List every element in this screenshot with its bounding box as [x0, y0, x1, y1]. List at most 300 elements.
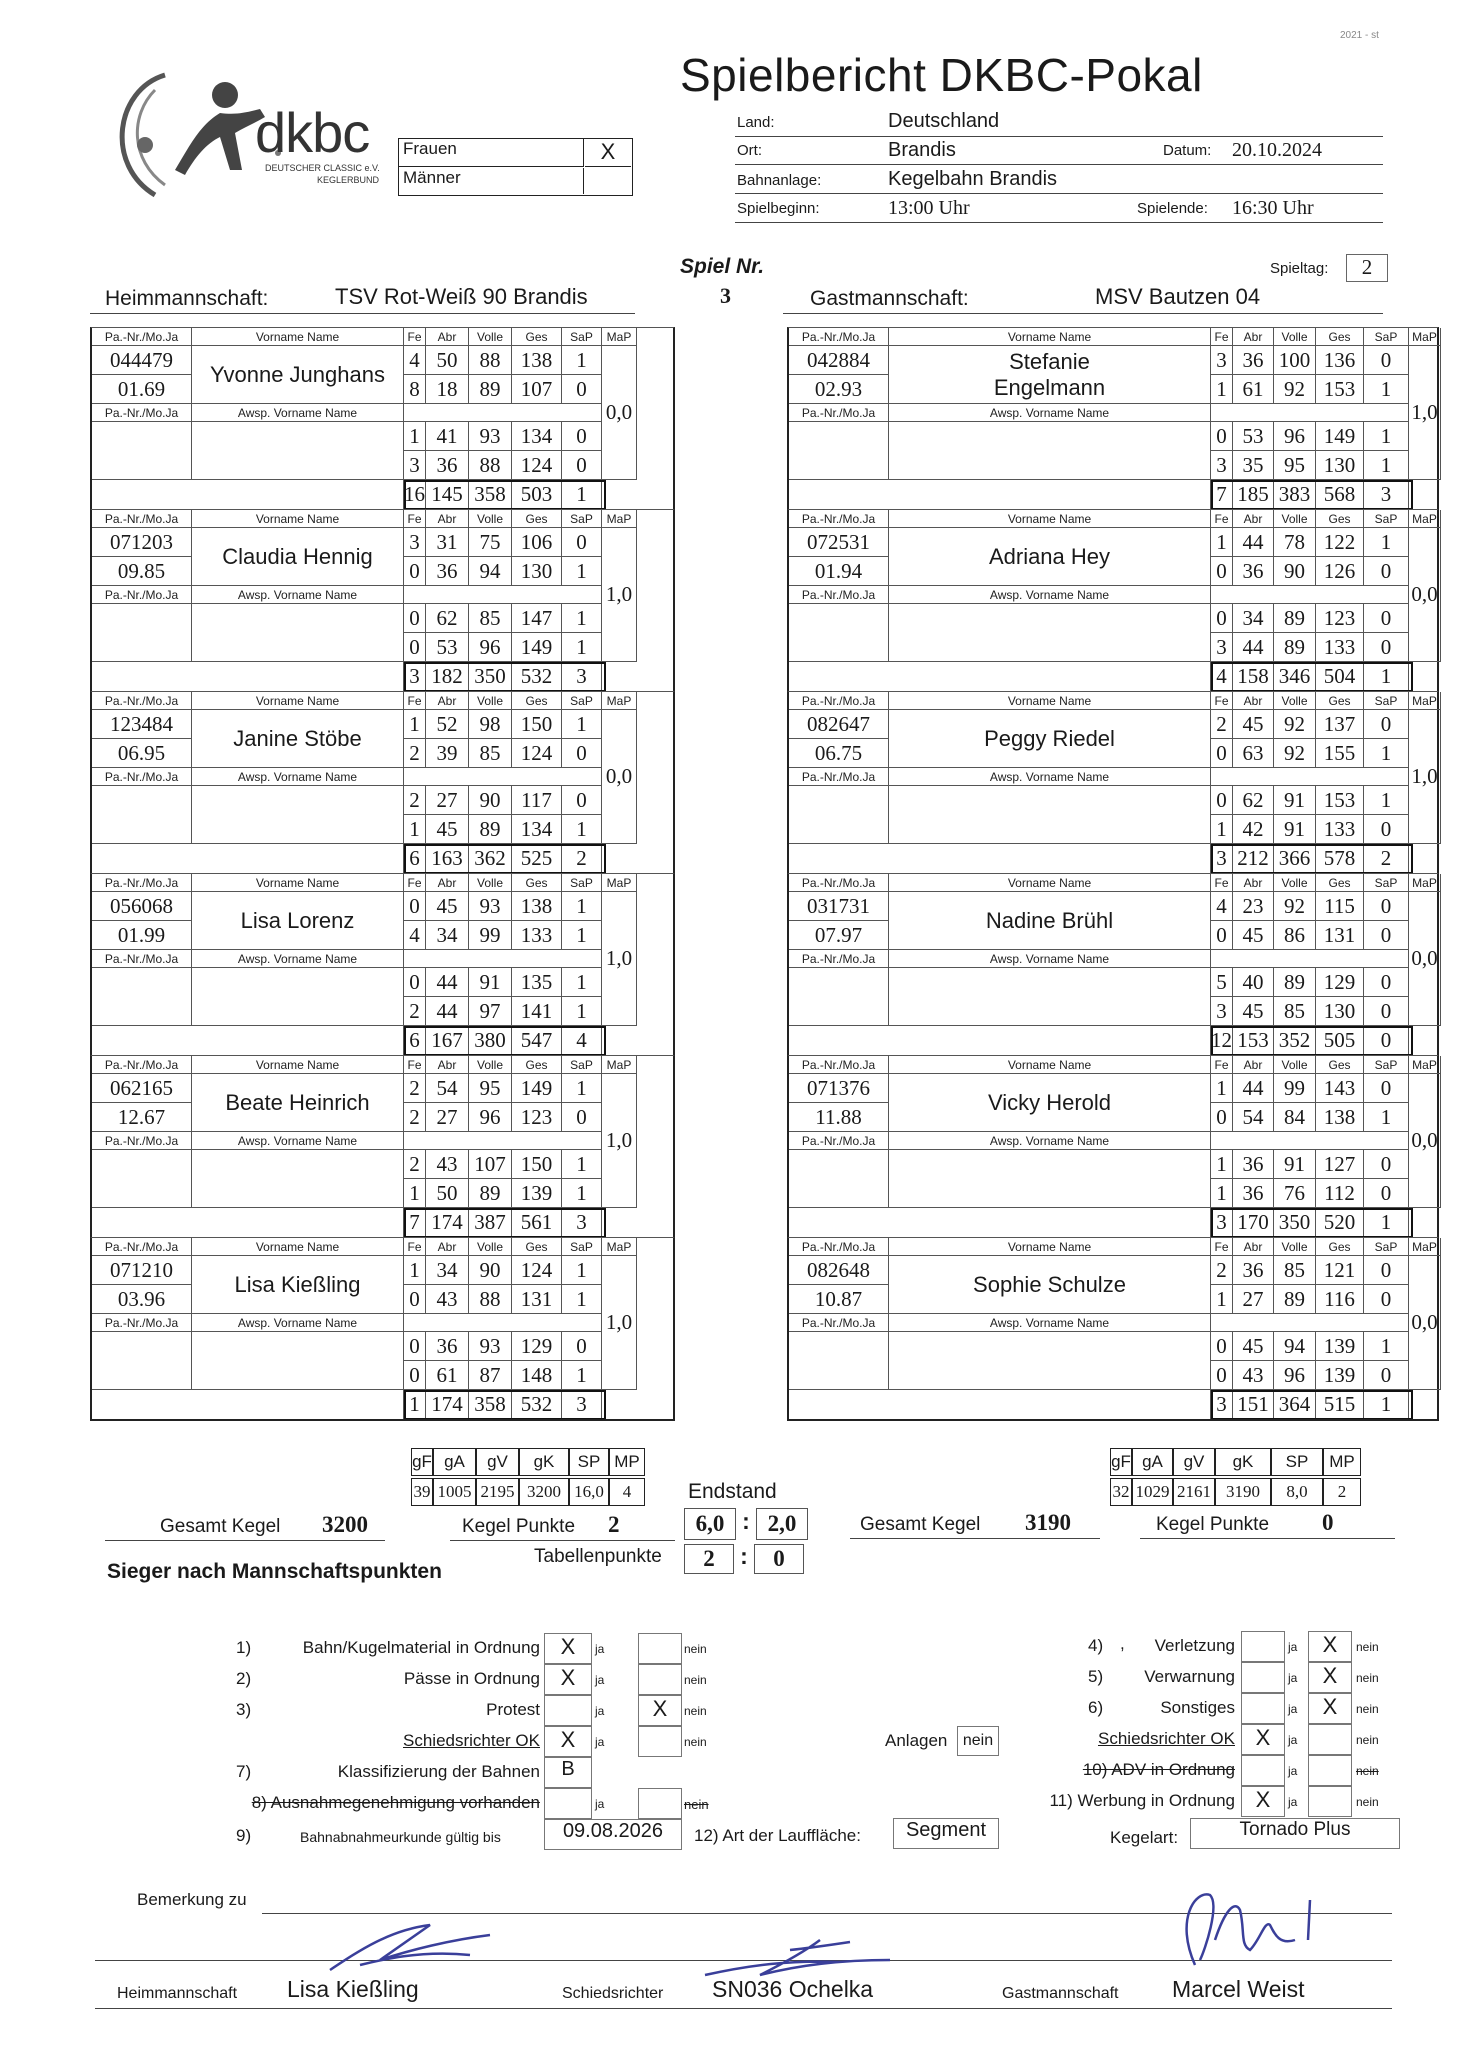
- total-cell: 503: [512, 480, 562, 510]
- score-cell: 1: [1364, 451, 1409, 480]
- name-header: Vorname Name: [889, 874, 1211, 892]
- sap-header: SaP: [562, 1056, 602, 1074]
- pa-header: Pa.-Nr./Mo.Ja: [789, 874, 889, 892]
- frauen-label: Frauen: [399, 139, 584, 167]
- score-cell: 54: [1233, 1103, 1274, 1132]
- total-cell: 366: [1274, 844, 1316, 874]
- guest-player-block: [787, 327, 1439, 509]
- map-header: MaP: [602, 1056, 637, 1074]
- ges-header: Ges: [1316, 328, 1364, 346]
- total-cell: 352: [1274, 1026, 1316, 1056]
- map-value: 1,0: [1409, 346, 1441, 480]
- score-cell: 1: [1211, 1150, 1233, 1179]
- awsp-pass-number: [92, 422, 192, 480]
- score-cell: 0: [1364, 1074, 1409, 1103]
- awsp-spacer: [1211, 404, 1409, 422]
- score-cell: 106: [512, 528, 562, 557]
- q12-label: 12) Art der Lauffläche:: [694, 1826, 861, 1845]
- guest-sum-header: MP: [1323, 1448, 1361, 1476]
- birth-month-year: 01.69: [92, 375, 192, 404]
- awsp-name: [889, 1150, 1211, 1208]
- guest-sum-value: 3190: [1215, 1478, 1271, 1506]
- total-cell: 1: [1364, 1208, 1409, 1238]
- awsp-spacer: [1211, 1314, 1409, 1332]
- score-cell: 0: [1364, 557, 1409, 586]
- score-cell: 45: [426, 892, 469, 921]
- score-cell: 100: [1274, 346, 1316, 375]
- score-cell: 89: [1274, 633, 1316, 662]
- score-cell: 43: [426, 1285, 469, 1314]
- endstand-sep: :: [742, 1508, 750, 1534]
- volle-header: Volle: [469, 692, 512, 710]
- map-header: MaP: [1409, 328, 1441, 346]
- awsp-name-header: Awsp. Vorname Name: [889, 950, 1211, 968]
- q7-value: B: [544, 1757, 592, 1788]
- score-cell: 88: [469, 1285, 512, 1314]
- total-cell: 383: [1274, 480, 1316, 510]
- score-cell: 0: [1211, 921, 1233, 950]
- map-header: MaP: [602, 692, 637, 710]
- score-cell: 1: [404, 1256, 426, 1285]
- score-cell: 1: [1211, 528, 1233, 557]
- abr-header: Abr: [1233, 328, 1274, 346]
- q4-label: Verletzung: [1154, 1636, 1235, 1655]
- q_sr2-ja-checkbox[interactable]: X: [1241, 1724, 1285, 1755]
- score-cell: 1: [562, 1150, 602, 1179]
- score-cell: 2: [404, 997, 426, 1026]
- score-cell: 88: [469, 451, 512, 480]
- fe-header: Fe: [404, 1238, 426, 1256]
- total-cell: 568: [1316, 480, 1364, 510]
- total-cell: 151: [1233, 1390, 1274, 1420]
- awsp-name-header: Awsp. Vorname Name: [192, 404, 404, 422]
- awsp-name-header: Awsp. Vorname Name: [889, 404, 1211, 422]
- score-cell: 3: [404, 528, 426, 557]
- score-cell: 139: [1316, 1361, 1364, 1390]
- score-cell: 36: [426, 1332, 469, 1361]
- score-cell: 1: [404, 815, 426, 844]
- q1-ja-checkbox[interactable]: X: [544, 1633, 592, 1664]
- q11-nein-label: nein: [1356, 1795, 1379, 1809]
- abr-header: Abr: [426, 874, 469, 892]
- total-cell: 6: [404, 1026, 426, 1056]
- total-cell: 3: [1211, 1390, 1233, 1420]
- total-spacer: [92, 1026, 404, 1056]
- score-cell: 1: [1364, 739, 1409, 768]
- score-cell: 0: [404, 1361, 426, 1390]
- score-cell: 92: [1274, 892, 1316, 921]
- score-cell: 107: [469, 1150, 512, 1179]
- map-value: 0,0: [1409, 528, 1441, 662]
- score-cell: 0: [1211, 604, 1233, 633]
- score-cell: 141: [512, 997, 562, 1026]
- birth-month-year: 01.99: [92, 921, 192, 950]
- guest-sum-value: 1029: [1132, 1478, 1173, 1506]
- gender-box: [398, 138, 633, 196]
- score-cell: 2: [404, 739, 426, 768]
- gast-label: Gastmannschaft:: [810, 287, 969, 310]
- ort-label: Ort:: [737, 142, 762, 159]
- score-cell: 1: [562, 710, 602, 739]
- q1-nein-checkbox[interactable]: [638, 1633, 682, 1664]
- total-cell: 4: [1211, 662, 1233, 692]
- score-cell: 0: [1211, 739, 1233, 768]
- home-sum-value: 4: [609, 1478, 645, 1506]
- score-cell: 124: [512, 451, 562, 480]
- name-header: Vorname Name: [192, 1238, 404, 1256]
- q3-ja-label: ja: [595, 1704, 605, 1718]
- score-cell: 2: [404, 1150, 426, 1179]
- score-cell: 1: [404, 1179, 426, 1208]
- score-cell: 89: [1274, 604, 1316, 633]
- total-spacer: [789, 480, 1211, 510]
- sap-header: SaP: [562, 1238, 602, 1256]
- q2-number: 2): [236, 1669, 252, 1688]
- total-cell: 520: [1316, 1208, 1364, 1238]
- birth-month-year: 06.75: [789, 739, 889, 768]
- awsp-name: [192, 422, 404, 480]
- map-header: MaP: [602, 874, 637, 892]
- score-cell: 0: [1211, 1103, 1233, 1132]
- sap-header: SaP: [562, 510, 602, 528]
- awsp-name: [192, 786, 404, 844]
- awsp-name-header: Awsp. Vorname Name: [889, 1132, 1211, 1150]
- home-sum-header: gV: [476, 1448, 519, 1476]
- total-cell: 167: [426, 1026, 469, 1056]
- land-label: Land:: [737, 114, 775, 131]
- volle-header: Volle: [469, 510, 512, 528]
- fe-header: Fe: [404, 328, 426, 346]
- score-cell: 116: [1316, 1285, 1364, 1314]
- q1-number: 1): [236, 1638, 252, 1657]
- pass-number: 031731: [789, 892, 889, 921]
- q12-value: Segment: [893, 1818, 999, 1849]
- q4-ja-checkbox[interactable]: [1241, 1631, 1285, 1662]
- score-cell: 34: [426, 1256, 469, 1285]
- total-spacer: [789, 662, 1211, 692]
- home-player-block: [90, 1055, 675, 1237]
- home-player-block: [90, 873, 675, 1055]
- guest-kp-label: Kegel Punkte: [1156, 1514, 1270, 1535]
- score-cell: 1: [562, 1179, 602, 1208]
- abr-header: Abr: [426, 1238, 469, 1256]
- ges-header: Ges: [512, 510, 562, 528]
- guest-player-block: [787, 1055, 1439, 1237]
- score-cell: 0: [1211, 1332, 1233, 1361]
- score-cell: 3: [1211, 451, 1233, 480]
- player-name: [889, 346, 1211, 404]
- total-cell: 387: [469, 1208, 512, 1238]
- name-header: Vorname Name: [192, 510, 404, 528]
- q11-ja-checkbox[interactable]: X: [1241, 1786, 1285, 1817]
- score-cell: 121: [1316, 1256, 1364, 1285]
- awsp-name: [889, 968, 1211, 1026]
- home-player-block: [90, 327, 675, 509]
- total-cell: 163: [426, 844, 469, 874]
- tabellenpunkte-home: 2: [684, 1544, 734, 1574]
- score-cell: 40: [1233, 968, 1274, 997]
- tabellenpunkte-guest: 0: [754, 1544, 804, 1574]
- q3-ja-checkbox[interactable]: [544, 1695, 592, 1726]
- total-cell: 2: [562, 844, 602, 874]
- total-spacer: [789, 844, 1211, 874]
- total-spacer: [789, 1208, 1211, 1238]
- score-cell: 135: [512, 968, 562, 997]
- score-cell: 0: [1211, 786, 1233, 815]
- total-cell: 3: [562, 1208, 602, 1238]
- spieltag-value: 2: [1346, 254, 1388, 282]
- guest-player-block: [787, 509, 1439, 691]
- score-cell: 1: [1364, 786, 1409, 815]
- pass-number: 072531: [789, 528, 889, 557]
- map-value: 0,0: [1409, 892, 1441, 1026]
- total-spacer: [92, 1208, 404, 1238]
- total-cell: 6: [404, 844, 426, 874]
- score-cell: 136: [1316, 346, 1364, 375]
- score-cell: 36: [1233, 1179, 1274, 1208]
- q6-ja-checkbox[interactable]: [1241, 1693, 1285, 1724]
- score-cell: 0: [562, 528, 602, 557]
- guest-gesamt-label: Gesamt Kegel: [860, 1514, 981, 1535]
- q2-ja-checkbox[interactable]: X: [544, 1664, 592, 1695]
- score-cell: 44: [426, 997, 469, 1026]
- q6-ja-label: ja: [1288, 1702, 1298, 1716]
- score-cell: 78: [1274, 528, 1316, 557]
- map-value: 1,0: [602, 528, 637, 662]
- score-cell: 134: [512, 815, 562, 844]
- score-cell: 44: [1233, 1074, 1274, 1103]
- score-cell: 89: [469, 815, 512, 844]
- score-cell: 85: [1274, 997, 1316, 1026]
- guest-player-block: [787, 873, 1439, 1055]
- sr-sig-label: Schiedsrichter: [562, 1985, 664, 2002]
- score-cell: 0: [404, 892, 426, 921]
- total-cell: 182: [426, 662, 469, 692]
- gast-value: MSV Bautzen 04: [1095, 284, 1261, 309]
- awsp-name-header: Awsp. Vorname Name: [889, 768, 1211, 786]
- score-cell: 35: [1233, 451, 1274, 480]
- score-cell: 0: [404, 968, 426, 997]
- score-cell: 63: [1233, 739, 1274, 768]
- awsp-pass-number: [92, 786, 192, 844]
- pa-header: Pa.-Nr./Mo.Ja: [789, 1056, 889, 1074]
- score-cell: 1: [562, 633, 602, 662]
- awsp-spacer: [1211, 950, 1409, 968]
- score-cell: 44: [1233, 633, 1274, 662]
- score-cell: 117: [512, 786, 562, 815]
- awsp-name-header: Awsp. Vorname Name: [889, 1314, 1211, 1332]
- volle-header: Volle: [1274, 874, 1316, 892]
- awsp-pass-number: [92, 1332, 192, 1390]
- sr-sig-name: SN036 Ochelka: [712, 1976, 874, 2002]
- score-cell: 1: [1364, 375, 1409, 404]
- ges-header: Ges: [1316, 874, 1364, 892]
- pa-header: Pa.-Nr./Mo.Ja: [92, 1056, 192, 1074]
- score-cell: 0: [1364, 921, 1409, 950]
- score-cell: 23: [1233, 892, 1274, 921]
- score-cell: 54: [426, 1074, 469, 1103]
- pa-header: Pa.-Nr./Mo.Ja: [92, 874, 192, 892]
- q5-nein-label: nein: [1356, 1671, 1379, 1685]
- q_sr2-label: Schiedsrichter OK: [1098, 1729, 1235, 1748]
- fe-header: Fe: [404, 874, 426, 892]
- player-name: Lisa Lorenz: [192, 892, 404, 950]
- score-cell: 98: [469, 710, 512, 739]
- score-cell: 129: [512, 1332, 562, 1361]
- q4-nein-label: nein: [1356, 1640, 1379, 1654]
- q4-nein-checkbox[interactable]: X: [1308, 1631, 1352, 1662]
- spielbeginn-value: 13:00 Uhr: [888, 197, 970, 219]
- total-cell: 3: [1211, 844, 1233, 874]
- q5-ja-checkbox[interactable]: [1241, 1662, 1285, 1693]
- total-cell: 364: [1274, 1390, 1316, 1420]
- score-cell: 112: [1316, 1179, 1364, 1208]
- pa-header: Pa.-Nr./Mo.Ja: [92, 692, 192, 710]
- awsp-pa-header: Pa.-Nr./Mo.Ja: [789, 768, 889, 786]
- q_sr2-nein-label: nein: [1356, 1733, 1379, 1747]
- pass-number: 082647: [789, 710, 889, 739]
- score-cell: 1: [562, 1285, 602, 1314]
- score-cell: 27: [1233, 1285, 1274, 1314]
- home-player-block: [90, 509, 675, 691]
- name-header: Vorname Name: [192, 1056, 404, 1074]
- volle-header: Volle: [1274, 1056, 1316, 1074]
- land-value: Deutschland: [888, 110, 1000, 132]
- score-cell: 0: [1364, 968, 1409, 997]
- awsp-name: [889, 1332, 1211, 1390]
- home-gesamt-value: 3200: [322, 1512, 368, 1537]
- score-cell: 86: [1274, 921, 1316, 950]
- pass-number: 071210: [92, 1256, 192, 1285]
- map-value: 1,0: [602, 1256, 637, 1390]
- score-cell: 1: [1364, 1332, 1409, 1361]
- score-cell: 36: [1233, 346, 1274, 375]
- home-summary-box: [411, 1448, 679, 1508]
- score-cell: 3: [1211, 997, 1233, 1026]
- total-cell: 7: [1211, 480, 1233, 510]
- score-cell: 149: [512, 633, 562, 662]
- awsp-pa-header: Pa.-Nr./Mo.Ja: [789, 586, 889, 604]
- score-cell: 90: [1274, 557, 1316, 586]
- score-cell: 96: [469, 1103, 512, 1132]
- q10-ja-checkbox[interactable]: [1241, 1755, 1285, 1786]
- awsp-name-header: Awsp. Vorname Name: [192, 950, 404, 968]
- score-cell: 138: [512, 346, 562, 375]
- score-cell: 0: [1364, 710, 1409, 739]
- sieger-text: Sieger nach Mannschaftspunkten: [107, 1560, 442, 1583]
- total-cell: 174: [426, 1390, 469, 1420]
- q8-nein-checkbox[interactable]: [638, 1788, 682, 1819]
- score-cell: 1: [562, 1074, 602, 1103]
- frauen-check: X: [585, 139, 631, 167]
- score-cell: 97: [469, 997, 512, 1026]
- q_sr-ja-checkbox[interactable]: X: [544, 1726, 592, 1757]
- fe-header: Fe: [404, 510, 426, 528]
- abr-header: Abr: [1233, 692, 1274, 710]
- q4-number: 4): [1088, 1636, 1104, 1655]
- pass-number: 042884: [789, 346, 889, 375]
- q11-nein-checkbox[interactable]: [1308, 1786, 1352, 1817]
- total-cell: 16: [404, 480, 426, 510]
- guest-sum-header: gK: [1215, 1448, 1271, 1476]
- score-cell: 1: [562, 557, 602, 586]
- score-cell: 0: [1211, 1361, 1233, 1390]
- score-cell: 36: [1233, 557, 1274, 586]
- fe-header: Fe: [1211, 692, 1233, 710]
- heim-label: Heimmannschaft:: [105, 287, 269, 310]
- score-cell: 1: [562, 815, 602, 844]
- volle-header: Volle: [1274, 510, 1316, 528]
- total-cell: 380: [469, 1026, 512, 1056]
- q7-number: 7): [236, 1762, 252, 1781]
- sap-header: SaP: [1364, 328, 1409, 346]
- q5-nein-checkbox[interactable]: X: [1308, 1662, 1352, 1693]
- score-cell: 1: [1211, 815, 1233, 844]
- score-cell: 0: [562, 786, 602, 815]
- score-cell: 0: [404, 1332, 426, 1361]
- awsp-name: [889, 786, 1211, 844]
- logo-sub1: DEUTSCHER CLASSIC e.V.: [265, 163, 380, 173]
- name-header: Vorname Name: [889, 328, 1211, 346]
- volle-header: Volle: [469, 1056, 512, 1074]
- q6-nein-checkbox[interactable]: X: [1308, 1693, 1352, 1724]
- q_sr2-nein-checkbox[interactable]: [1308, 1724, 1352, 1755]
- map-header: MaP: [1409, 874, 1441, 892]
- q_sr-ja-label: ja: [595, 1735, 605, 1749]
- score-cell: 95: [469, 1074, 512, 1103]
- home-kp-value: 2: [608, 1512, 620, 1537]
- score-cell: 41: [426, 422, 469, 451]
- guest-player-block: [787, 691, 1439, 873]
- score-cell: 131: [1316, 921, 1364, 950]
- score-cell: 96: [1274, 422, 1316, 451]
- sap-header: SaP: [562, 874, 602, 892]
- total-cell: 174: [426, 1208, 469, 1238]
- q3-nein-checkbox[interactable]: X: [638, 1695, 682, 1726]
- map-value: 1,0: [602, 892, 637, 1026]
- q2-nein-checkbox[interactable]: [638, 1664, 682, 1695]
- name-header: Vorname Name: [889, 510, 1211, 528]
- score-cell: 155: [1316, 739, 1364, 768]
- q8-ja-checkbox[interactable]: [544, 1788, 592, 1819]
- ges-header: Ges: [1316, 1238, 1364, 1256]
- birth-month-year: 03.96: [92, 1285, 192, 1314]
- total-cell: 350: [1274, 1208, 1316, 1238]
- score-cell: 131: [512, 1285, 562, 1314]
- score-cell: 0: [1364, 997, 1409, 1026]
- score-cell: 85: [469, 604, 512, 633]
- score-cell: 150: [512, 710, 562, 739]
- score-cell: 45: [1233, 1332, 1274, 1361]
- awsp-name: [192, 1150, 404, 1208]
- q_sr-nein-checkbox[interactable]: [638, 1726, 682, 1757]
- score-cell: 3: [1211, 633, 1233, 662]
- awsp-spacer: [404, 404, 602, 422]
- score-cell: 39: [426, 739, 469, 768]
- score-cell: 1: [562, 346, 602, 375]
- q10-nein-checkbox[interactable]: [1308, 1755, 1352, 1786]
- q10-nein-label: nein: [1356, 1764, 1379, 1778]
- guest-sum-value: 2: [1323, 1478, 1361, 1506]
- awsp-name: [192, 968, 404, 1026]
- score-cell: 149: [512, 1074, 562, 1103]
- home-table-bottom: [90, 1419, 675, 1421]
- q6-nein-label: nein: [1356, 1702, 1379, 1716]
- sap-header: SaP: [562, 692, 602, 710]
- awsp-pass-number: [92, 604, 192, 662]
- q5-ja-label: ja: [1288, 1671, 1298, 1685]
- spielende-value: 16:30 Uhr: [1232, 197, 1314, 219]
